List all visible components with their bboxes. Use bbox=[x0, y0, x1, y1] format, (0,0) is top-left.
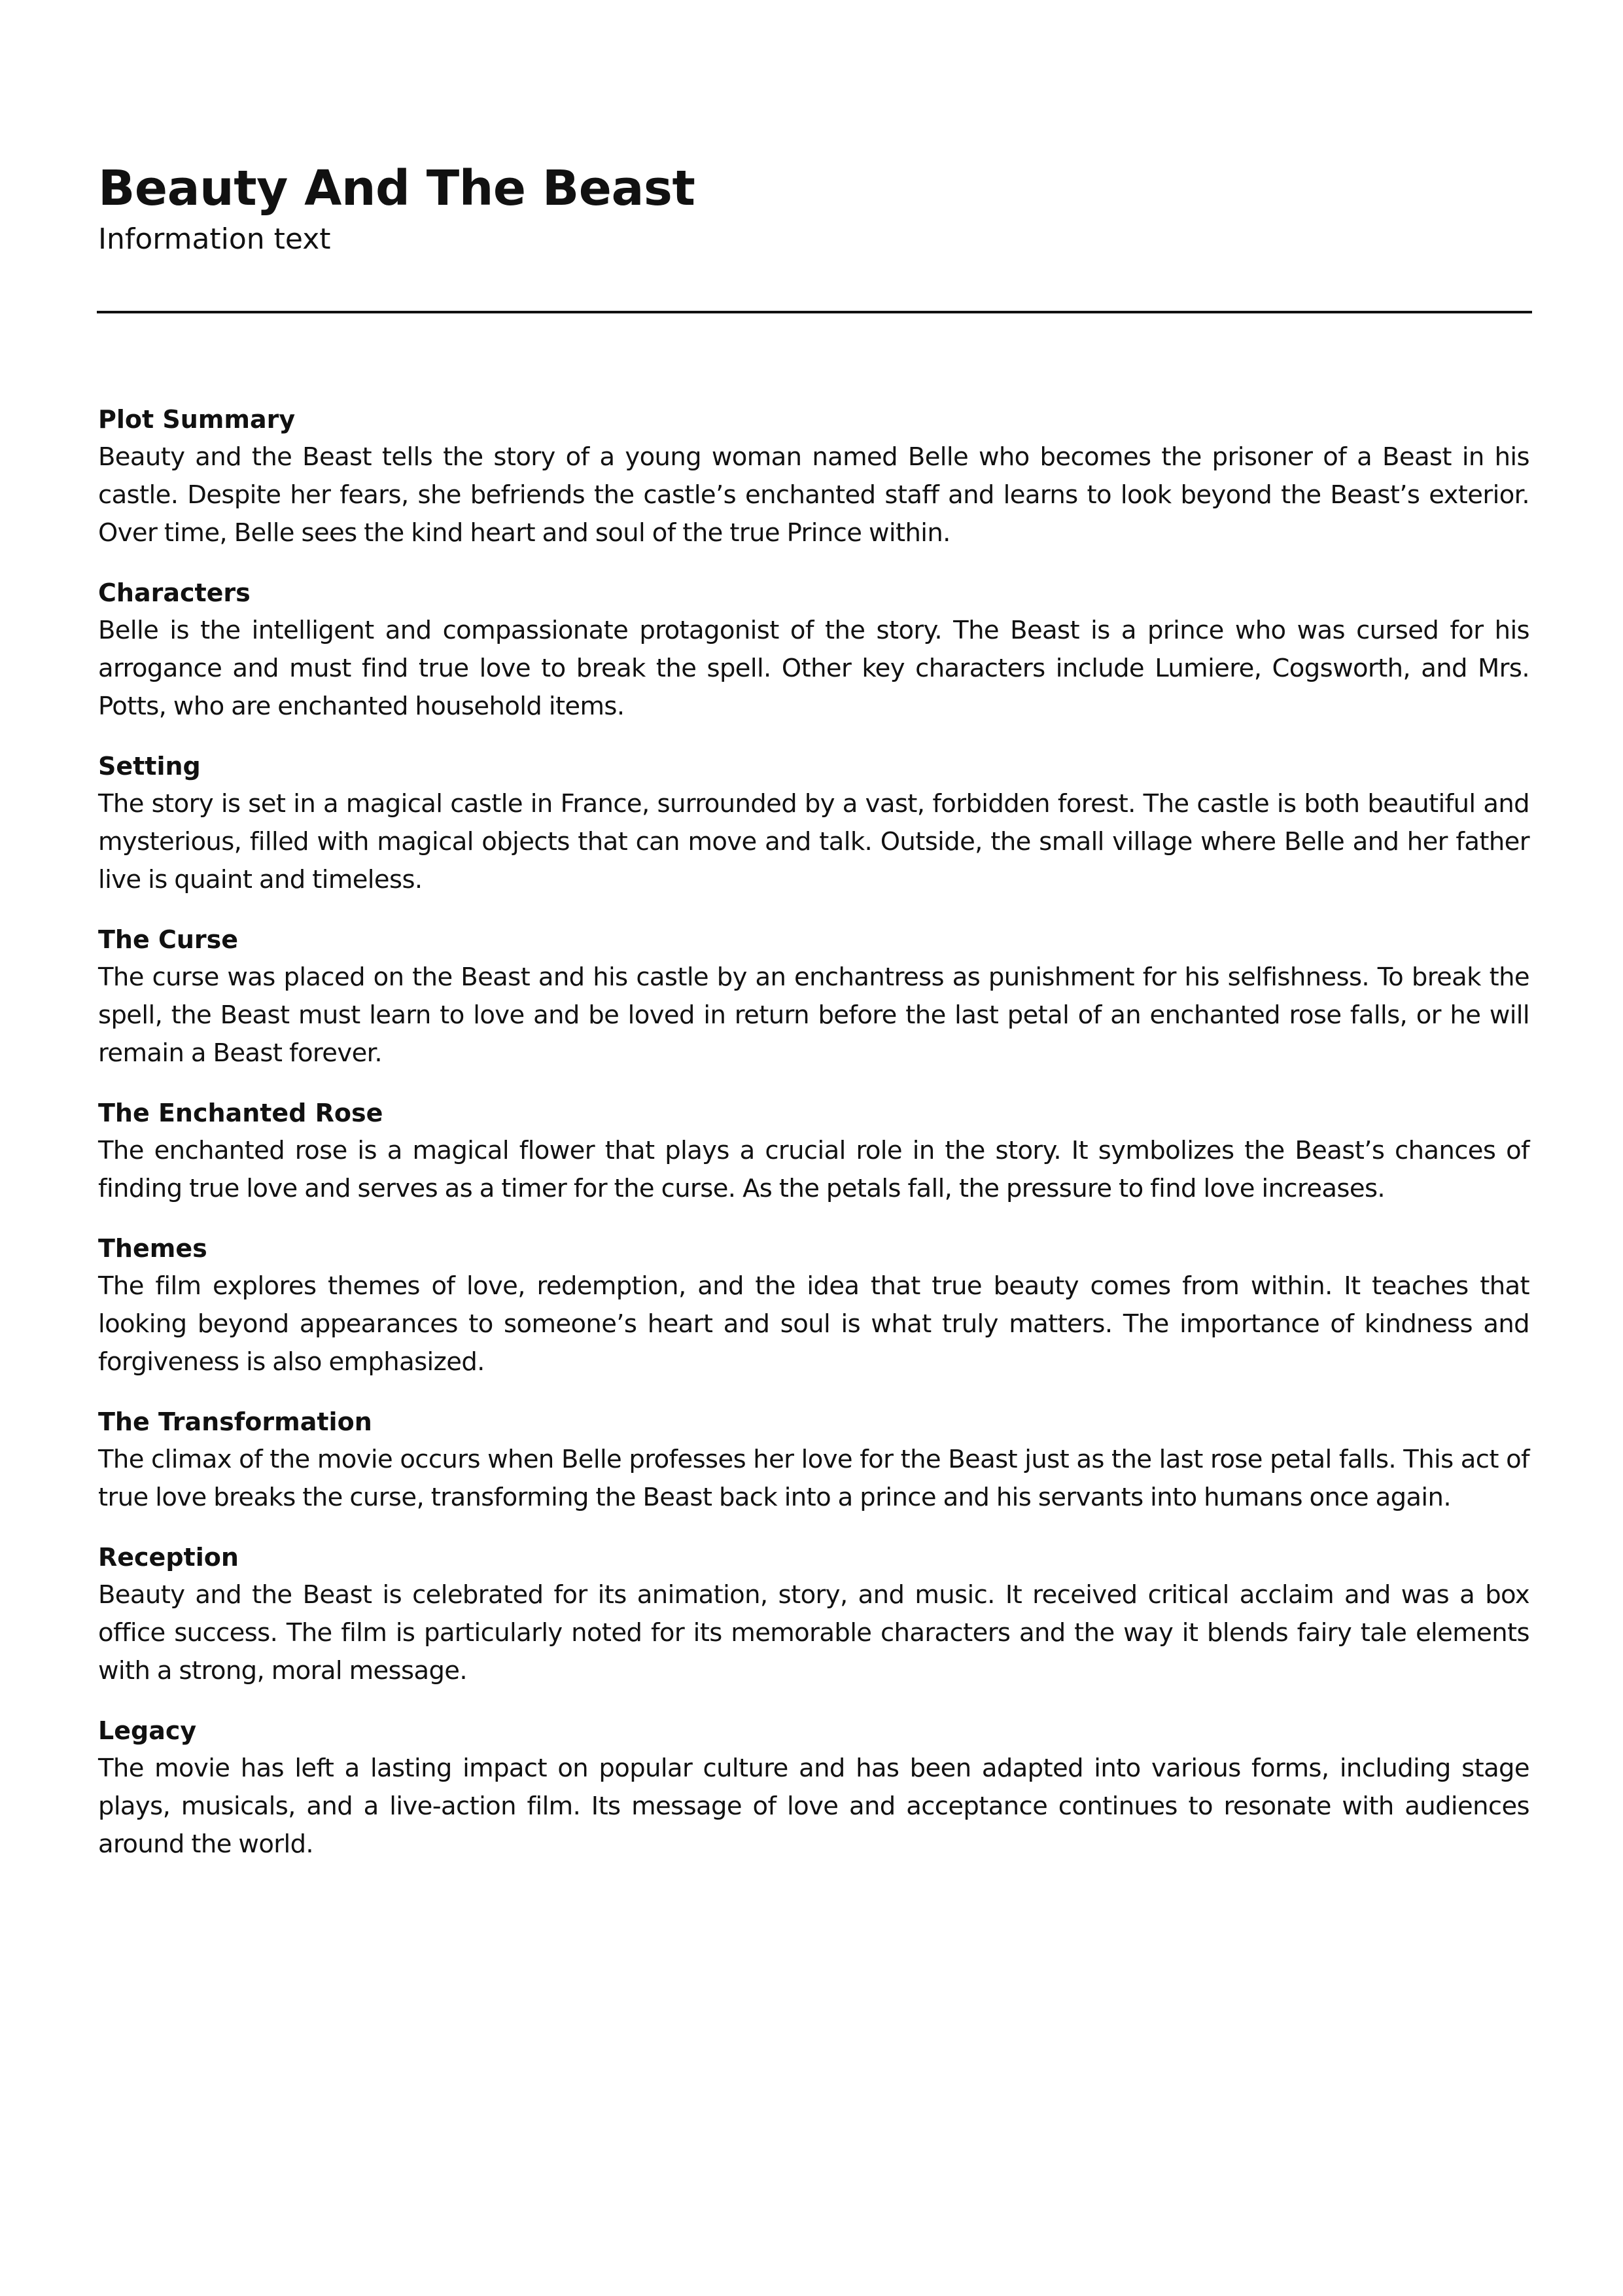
section-paragraph: Beauty and the Beast is celebrated for its animation, story, and music. It received critical acclaim and was a box office success. The film is particularly noted for its memorable characters and the way it blends fairy tale elements with a strong, moral message. bbox=[98, 1580, 1529, 1686]
section-paragraph: Belle is the intelligent and compassionate protagonist of the story. The Beast is a prince who was cursed for his arrogance and must find true love to break the spell. Other key characters include Lumiere, Cogsworth, and Mrs. Potts, who are enchanted household items. bbox=[98, 616, 1529, 721]
section-heading: The Enchanted Rose bbox=[98, 1099, 383, 1127]
section-paragraph: The story is set in a magical castle in France, surrounded by a vast, forbidden forest. The castle is both beautiful and mysterious, filled with magical objects that can move and talk. Outside, the small village where Belle and her father live is quaint and timeless. bbox=[98, 789, 1529, 894]
section-legacy bbox=[98, 1712, 1529, 1863]
section-plot-summary bbox=[98, 400, 1529, 552]
section-reception bbox=[98, 1538, 1529, 1690]
section-heading: Reception bbox=[98, 1543, 239, 1572]
section-themes bbox=[98, 1229, 1529, 1381]
section-setting bbox=[98, 747, 1529, 899]
document-header bbox=[98, 156, 1531, 258]
section-the-transformation bbox=[98, 1403, 1529, 1517]
section-heading: Characters bbox=[98, 578, 251, 607]
section-heading: The Transformation bbox=[98, 1407, 372, 1436]
section-paragraph: The movie has left a lasting impact on popular culture and has been adapted into various forms, including stage plays, musicals, and a live-action film. Its message of love and acceptance continues to resonate with audiences around the world. bbox=[98, 1754, 1529, 1859]
section-heading: Themes bbox=[98, 1234, 207, 1263]
section-heading: Setting bbox=[98, 752, 201, 781]
section-heading: Legacy bbox=[98, 1716, 197, 1745]
header-divider bbox=[97, 311, 1532, 313]
section-the-enchanted-rose bbox=[98, 1094, 1529, 1208]
document-subtitle: Information text bbox=[98, 222, 331, 256]
document-title: Beauty And The Beast bbox=[98, 160, 695, 217]
section-paragraph: The film explores themes of love, redemption, and the idea that true beauty comes from within. It teaches that looking beyond appearances to someone’s heart and soul is what truly matters. The importance of kindness and forgiveness is also emphasized. bbox=[98, 1271, 1529, 1377]
section-paragraph: The enchanted rose is a magical flower that plays a crucial role in the story. It symbolizes the Beast’s chances of finding true love and serves as a timer for the curse. As the petals fall, the pressure to find love increases. bbox=[98, 1136, 1529, 1203]
section-the-curse bbox=[98, 921, 1529, 1072]
document-body bbox=[98, 400, 1529, 1885]
section-paragraph: Beauty and the Beast tells the story of a young woman named Belle who becomes the prisoner of a Beast in his castle. Despite her fears, she befriends the castle’s enchanted staff and learns to look beyond the Beast’s exterior. Over time, Belle sees the kind heart and soul of the true Prince within. bbox=[98, 442, 1529, 548]
section-heading: Plot Summary bbox=[98, 405, 296, 434]
section-characters bbox=[98, 574, 1529, 726]
section-paragraph: The curse was placed on the Beast and his castle by an enchantress as punishment for his selfishness. To break the spell, the Beast must learn to love and be loved in return before the last petal of an enchanted rose falls, or he will remain a Beast forever. bbox=[98, 963, 1529, 1068]
section-paragraph: The climax of the movie occurs when Belle professes her love for the Beast just as the last rose petal falls. This act of true love breaks the curse, transforming the Beast back into a prince and his servants into humans once again. bbox=[98, 1445, 1529, 1512]
section-heading: The Curse bbox=[98, 925, 239, 954]
